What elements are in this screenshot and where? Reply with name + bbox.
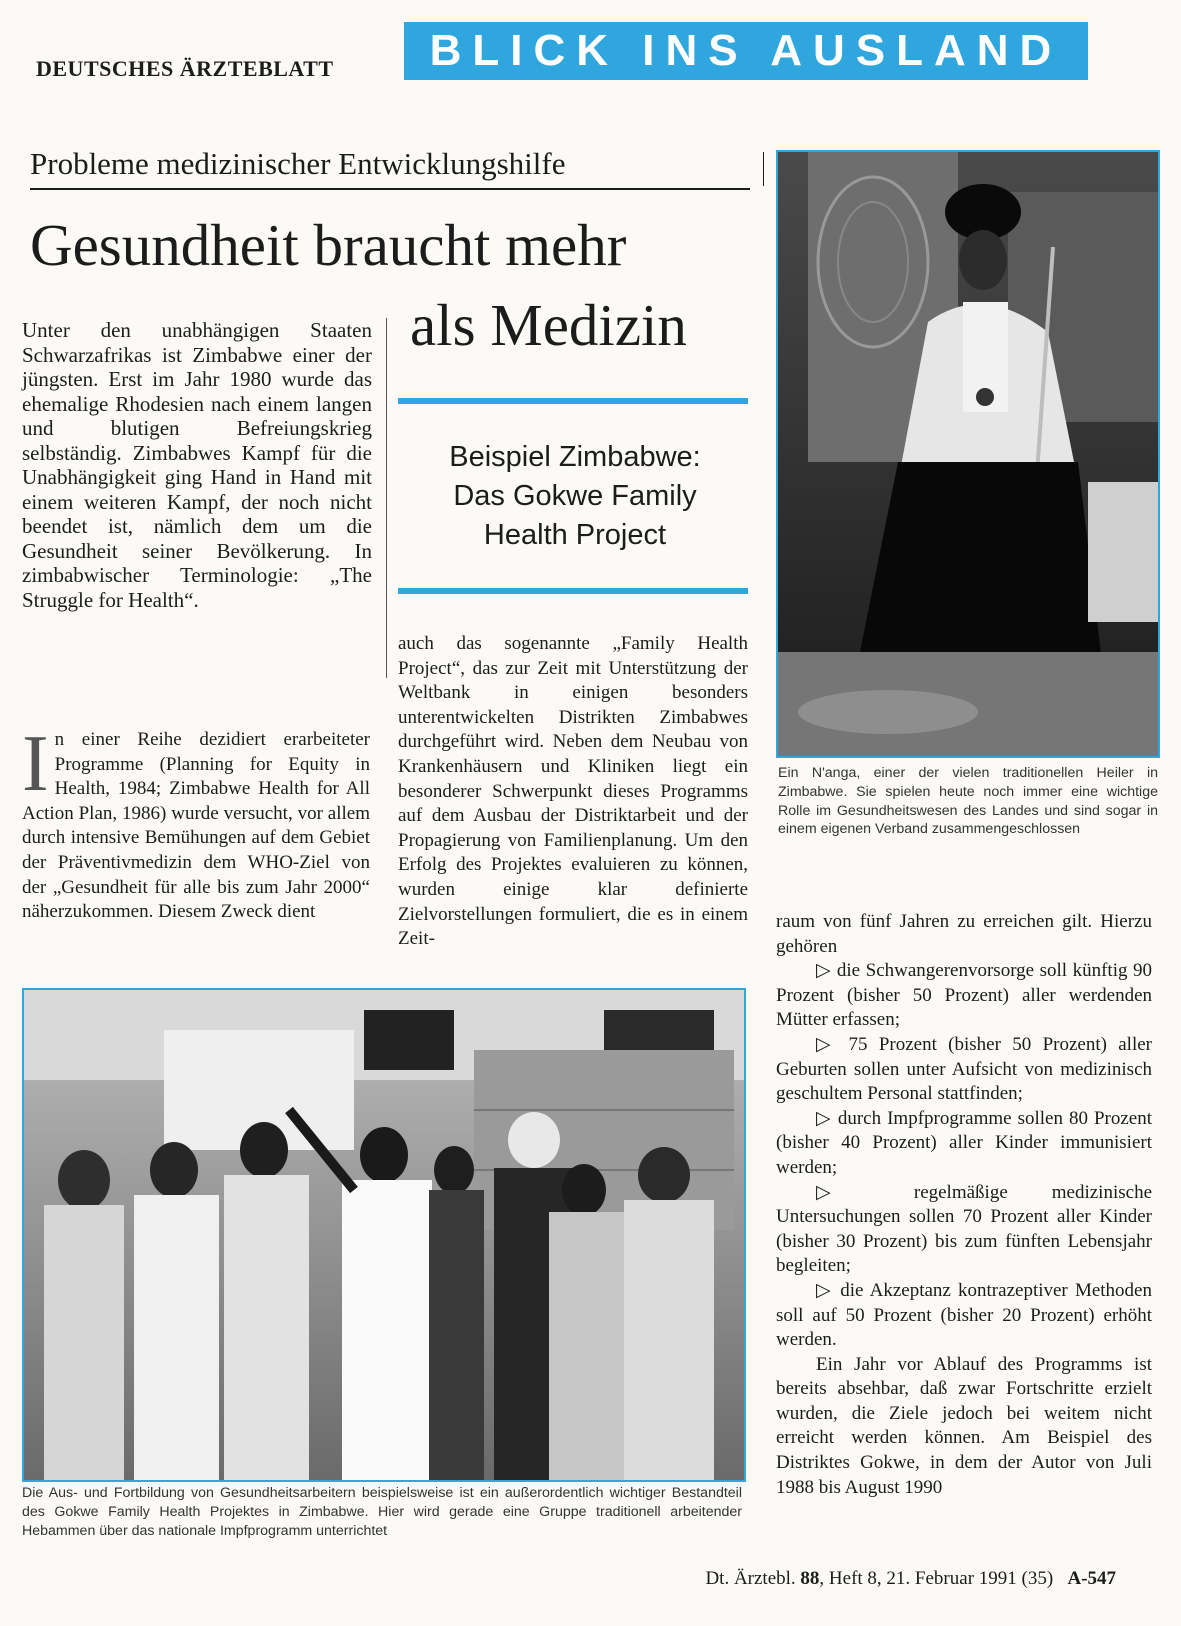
article-lead: Unter den unabhängigen Staaten Schwarzafrikas ist Zimbabwe einer der jüngsten. Erst im Jahr 1980 wurde das ehemalige Rhodesien nach einem langen und blutigen Befreiungskrieg selbständig. Zimbabwes Kampf für die Unabhängigkeit ging Hand in Hand mit einem weiteren Kampf, der noch nicht beendet ist, nämlich dem um die Gesundheit seiner Bevölkerung. In zimbabwischer Terminologie: „The Struggle for Health“. [22, 318, 372, 612]
section-banner: BLICK INS AUSLAND [404, 22, 1088, 80]
goal-item: ▷ durch Impfprogramme sollen 80 Prozent (bisher 40 Prozent) aller Kinder immunisiert werden; [776, 1107, 1152, 1178]
page-footer [705, 1568, 1116, 1590]
healer-photo-image [778, 152, 1158, 756]
column-1-text: n einer Reihe dezidiert erarbeiteter Programme (Planning for Equity in Health, 1984; Zimbabwe Health for All Action Plan, 1986) wurde versucht, vor allem durch intensive Bemühungen auf dem Gebiet der Präventivmedizin dem WHO-Ziel von der „Gesundheit für alle bis zum Jahr 2000“ näherzukommen. Diesem Zweck dient [22, 729, 370, 923]
group-caption: Die Aus- und Fortbildung von Gesundheitsarbeitern beispielsweise ist ein außerordentlich wichtiger Bestandteil des Gokwe Family Health Projektes in Zimbabwe. Hier wird gerade eine Gruppe traditionell arbeitender Hebammen über das nationale Impfprogramm unterrichtet [22, 1485, 742, 1539]
subhead-line: Das Gokwe Family [453, 480, 697, 512]
goal-item: ▷ die Akzeptanz kontrazeptiver Methoden soll auf 50 Prozent (bisher 20 Prozent) erhöht werden. [776, 1279, 1152, 1351]
footer-journal: Dt. Ärztebl. [705, 1568, 796, 1589]
goal-item: ▷ 75 Prozent (bisher 50 Prozent) aller Geburten sollen unter Aufsicht von medizinisch geschultem Personal stattfinden; [776, 1033, 1152, 1105]
footer-volume: 88 [800, 1568, 820, 1589]
group-photo [22, 988, 746, 1482]
healer-caption: Ein N'anga, einer der vielen traditionellen Heiler in Zimbabwe. Sie spielen heute noch immer eine wichtige Rolle im Gesundheitswesen des Landes und sind sogar in einem eigenen Verband zusammengeschlossen [778, 765, 1158, 838]
column-3-body [776, 910, 1152, 1500]
goal-item: ▷ die Schwangerenvorsorge soll künftig 90 Prozent (bisher 50 Prozent) aller werdenden Mütter erfassen; [776, 960, 1152, 1031]
journal-name: DEUTSCHES ÄRZTEBLATT [36, 56, 334, 81]
article-kicker: Probleme medizinischer Entwicklungshilfe [30, 146, 750, 190]
column-1-body [22, 720, 370, 925]
group-photo-image [24, 990, 744, 1480]
subhead-rule-bottom [398, 588, 748, 594]
goal-item: ▷ regelmäßige medizinische Untersuchungen sollen 70 Prozent aller Kinder (bisher 30 Prozent) bis zum fünften Lebensjahr begleiten; [776, 1181, 1152, 1277]
subhead-line: Health Project [483, 519, 667, 551]
healer-photo [776, 150, 1160, 758]
column-divider [386, 318, 387, 678]
subhead-rule-top [398, 398, 748, 404]
subhead [400, 438, 750, 555]
page-number: A-547 [1067, 1568, 1116, 1589]
kicker-divider [763, 152, 764, 186]
drop-cap: I [22, 720, 49, 808]
column-3-intro: raum von fünf Jahren zu erreichen gilt. Hierzu gehören [776, 911, 1152, 957]
footer-issue: , Heft 8, 21. Februar 1991 (35) [819, 1568, 1054, 1589]
column-3-closing: Ein Jahr vor Ablauf des Programms ist bereits absehbar, daß zwar Fortschritte erzielt wurden, die Ziele jedoch bei weitem nicht erreicht werden können. Am Beispiel des Distriktes Gokwe, in dem der Autor von Juli 1988 bis August 1990 [776, 1353, 1152, 1498]
column-2-body: auch das sogenannte „Family Health Project“, das zur Zeit mit Unterstützung der Weltbank in einigen besonders unterentwickelten Distrikten Zimbabwes durchgeführt wird. Neben dem Neubau von Krankenhäusern und Kliniken liegt ein besonderer Schwerpunkt dieses Programms auf dem Ausbau der Distriktarbeit und der Propagierung von Familienplanung. Um den Erfolg des Projektes evaluieren zu können, wurden einige klar definierte Zielvorstellungen formuliert, die es in einem Zeit- [398, 633, 748, 950]
subhead-line: Beispiel Zimbabwe: [449, 441, 701, 473]
headline-line-1: Gesundheit braucht mehr [30, 212, 627, 278]
headline-line-2: als Medizin [410, 292, 687, 358]
